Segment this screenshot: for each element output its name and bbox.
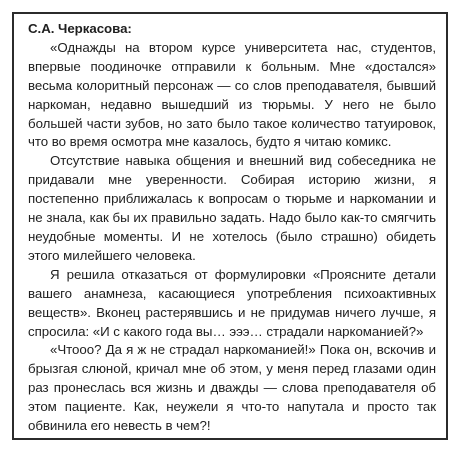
quote-box	[12, 12, 448, 440]
quote-paragraph-1: «Однажды на втором курсе университета нас, студентов, впервые поодиночке отправили к больным. Мне «достался» весьма колоритный персонаж — со слов преподавателя, бывший наркоман, недавно вышедший из тюрьмы. У него не было большей части зубов, но зато было такое количество татуировок, что во время осмотра мне казалось, будто я читаю комикс.	[28, 39, 436, 150]
quote-author: С.А. Черкасова:	[28, 21, 132, 36]
quote-paragraph-2: Отсутствие навыка общения и внешний вид собеседника не придавали мне уверенности. Собирая историю жизни, я постепенно приближалась к вопросам о тюрьме и наркомании и не знала, как бы их правильно задать. Надо было как-то смягчить неудобные моменты. И не хотелось (было страшно) обидеть этого милейшего человека.	[28, 153, 436, 263]
quote-paragraph-3: Я решила отказаться от формулировки «Проясните детали вашего анамнеза, касающиеся употребления психоактивных веществ». Вконец растерявшись и не придумав ничего лучше, я спросила: «И с какого года вы… эээ… страдали наркоманией?»	[28, 266, 436, 339]
quote-paragraph-4: «Чтооо? Да я ж не страдал наркоманией!» Пока он, вскочив и брызгая слюной, кричал мне об этом, у меня перед глазами один раз пронеслась вся жизнь и дважды — слова преподавателя об этом пациенте. Как, неужели я что-то напутала и просто так обвинила его невесть в чем?!	[28, 342, 436, 434]
